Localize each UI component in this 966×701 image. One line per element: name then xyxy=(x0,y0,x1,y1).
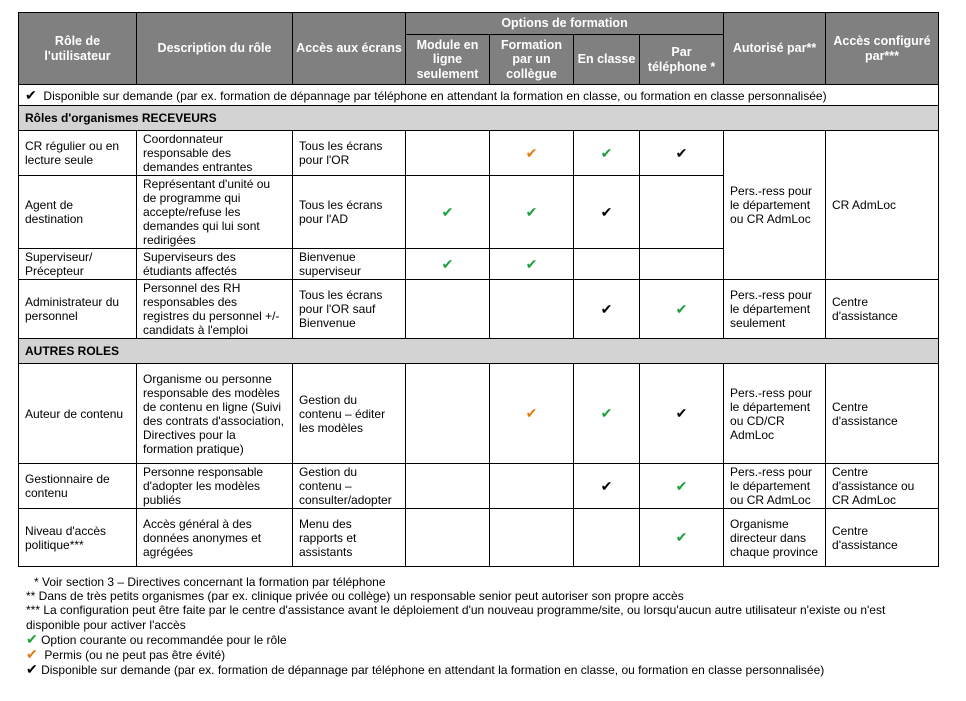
footnote-3: *** La configuration peut être faite par le centre d'assistance avant le déploiement d'un nouveau programme/site, ou lorsqu'aucun autre utilisateur n'existe ou n'est disponible pour activer l'accès xyxy=(26,603,886,632)
cell-description: Personnel des RH responsables des registres du personnel +/- candidats à l'emploi xyxy=(137,280,293,339)
cell-colleague xyxy=(490,131,574,176)
cell-screens: Bienvenue superviseur xyxy=(293,249,406,280)
header-role: Rôle de l'utilisateur xyxy=(19,13,137,85)
check-orange-icon: ✔ xyxy=(525,405,538,421)
cell-phone xyxy=(640,280,724,339)
cell-classroom xyxy=(574,249,640,280)
cell-phone xyxy=(640,364,724,464)
cell-phone xyxy=(640,131,724,176)
cell-phone xyxy=(640,249,724,280)
cell-module-online xyxy=(406,131,490,176)
cell-phone xyxy=(640,464,724,509)
cell-colleague xyxy=(490,509,574,567)
cell-authorized-by: Pers.-ress pour le département seulement xyxy=(724,280,826,339)
section-others: AUTRES ROLES xyxy=(19,339,939,364)
header-colleague: Formation par un collègue xyxy=(490,35,574,85)
cell-role: Superviseur/ Précepteur xyxy=(19,249,137,280)
header-module-online: Module en ligne seulement xyxy=(406,35,490,85)
cell-screens: Gestion du contenu – consulter/adopter xyxy=(293,464,406,509)
cell-authorized-by: Organisme directeur dans chaque province xyxy=(724,509,826,567)
cell-phone xyxy=(640,509,724,567)
header-description: Description du rôle xyxy=(137,13,293,85)
cell-access-configured: Centre d'assistance xyxy=(826,509,939,567)
cell-access-configured: Centre d'assistance xyxy=(826,364,939,464)
check-green-icon: ✔ xyxy=(600,144,613,161)
check-green-icon: ✔ xyxy=(441,255,454,272)
cell-access-configured: Centre d'assistance ou CR AdmLoc xyxy=(826,464,939,509)
cell-module-online xyxy=(406,249,490,280)
check-green-icon: ✔ xyxy=(600,405,613,421)
cell-screens: Tous les écrans pour l'AD xyxy=(293,176,406,249)
legend-black: ✔ Disponible sur demande (par ex. formation de dépannage par téléphone en attendant la formation en classe, ou formation en classe personnalisée) xyxy=(26,661,825,678)
check-green-icon: ✔ xyxy=(675,477,688,494)
cell-classroom xyxy=(574,131,640,176)
cell-description: Superviseurs des étudiants affectés xyxy=(137,249,293,280)
header-training-options: Options de formation xyxy=(406,13,724,35)
header-phone: Par téléphone * xyxy=(640,35,724,85)
header-access-configured: Accès configuré par*** xyxy=(826,13,939,85)
cell-classroom xyxy=(574,464,640,509)
cell-colleague xyxy=(490,364,574,464)
cell-classroom xyxy=(574,364,640,464)
header-screens: Accès aux écrans xyxy=(293,13,406,85)
check-black-icon: ✔ xyxy=(25,86,37,103)
cell-screens: Menu des rapports et assistants xyxy=(293,509,406,567)
cell-module-online xyxy=(406,464,490,509)
cell-screens: Gestion du contenu – éditer les modèles xyxy=(293,364,406,464)
check-black-icon: ✔ xyxy=(26,661,38,678)
cell-access-configured: CR AdmLoc xyxy=(826,131,939,280)
table-row xyxy=(19,131,939,176)
cell-module-online xyxy=(406,509,490,567)
check-black-icon: ✔ xyxy=(675,405,688,421)
cell-authorized-by: Pers.-ress pour le département ou CD/CR AdmLoc xyxy=(724,364,826,464)
check-green-icon: ✔ xyxy=(441,203,454,220)
check-black-icon: ✔ xyxy=(600,203,613,220)
check-green-icon: ✔ xyxy=(675,529,688,545)
cell-authorized-by: Pers.-ress pour le département ou CR AdmLoc xyxy=(724,464,826,509)
legend-green: ✔ Option courante ou recommandée pour le rôle xyxy=(26,630,287,647)
cell-role: Auteur de contenu xyxy=(19,364,137,464)
cell-screens: Tous les écrans pour l'OR xyxy=(293,131,406,176)
footnotes xyxy=(26,575,926,677)
check-orange-icon: ✔ xyxy=(26,646,38,663)
check-green-icon: ✔ xyxy=(675,300,688,317)
footnote-2: ** Dans de très petits organismes (par ex. clinique privée ou collège) un responsable senior peut autoriser son propre accès xyxy=(26,589,684,604)
cell-role: Gestionnaire de contenu xyxy=(19,464,137,509)
legend-orange: ✔ Permis (ou ne peut pas être évité) xyxy=(26,646,226,663)
table-row xyxy=(19,364,939,464)
cell-module-online xyxy=(406,280,490,339)
check-black-icon: ✔ xyxy=(600,300,613,317)
cell-description: Accès général à des données anonymes et agrégées xyxy=(137,509,293,567)
check-orange-icon: ✔ xyxy=(525,144,538,161)
cell-role: Agent de destination xyxy=(19,176,137,249)
cell-colleague xyxy=(490,280,574,339)
cell-description: Coordonnateur responsable des demandes entrantes xyxy=(137,131,293,176)
cell-module-online xyxy=(406,364,490,464)
cell-phone xyxy=(640,176,724,249)
check-green-icon: ✔ xyxy=(525,203,538,220)
cell-colleague xyxy=(490,176,574,249)
cell-role: Niveau d'accès politique*** xyxy=(19,509,137,567)
footnote-1: * Voir section 3 – Directives concernant la formation par téléphone xyxy=(34,575,386,589)
cell-role: Administrateur du personnel xyxy=(19,280,137,339)
training-options-table xyxy=(18,12,939,567)
cell-module-online xyxy=(406,176,490,249)
cell-screens: Tous les écrans pour l'OR sauf Bienvenue xyxy=(293,280,406,339)
cell-description: Personne responsable d'adopter les modèles publiés xyxy=(137,464,293,509)
check-black-icon: ✔ xyxy=(675,144,688,161)
cell-colleague xyxy=(490,249,574,280)
header-classroom: En classe xyxy=(574,35,640,85)
inline-legend: ✔ Disponible sur demande (par ex. formation de dépannage par téléphone en attendant la formation en classe, ou formation en classe personnalisée) xyxy=(19,85,939,106)
table-row xyxy=(19,280,939,339)
header-authorized-by: Autorisé par** xyxy=(724,13,826,85)
table-row xyxy=(19,464,939,509)
cell-colleague xyxy=(490,464,574,509)
cell-description: Représentant d'unité ou de programme qui accepte/refuse les demandes qui lui sont redirigées xyxy=(137,176,293,249)
section-receivers: Rôles d'organismes RECEVEURS xyxy=(19,106,939,131)
cell-authorized-by: Pers.-ress pour le département ou CR AdmLoc xyxy=(724,131,826,280)
cell-classroom xyxy=(574,509,640,567)
check-black-icon: ✔ xyxy=(600,477,613,494)
cell-classroom xyxy=(574,280,640,339)
table-row xyxy=(19,509,939,567)
cell-role: CR régulier ou en lecture seule xyxy=(19,131,137,176)
cell-classroom xyxy=(574,176,640,249)
check-green-icon: ✔ xyxy=(525,255,538,272)
cell-description: Organisme ou personne responsable des modèles de contenu en ligne (Suivi des contrats d'association, Directives pour la formation pratique) xyxy=(137,364,293,464)
cell-access-configured: Centre d'assistance xyxy=(826,280,939,339)
check-green-icon: ✔ xyxy=(26,630,38,647)
